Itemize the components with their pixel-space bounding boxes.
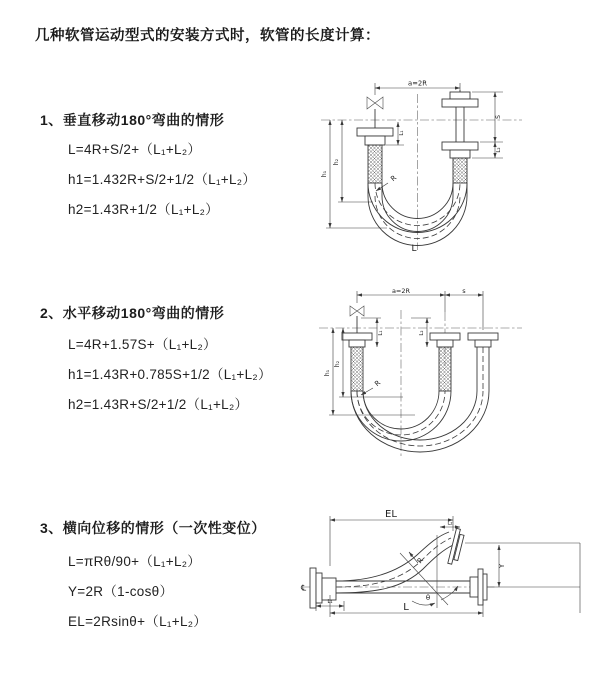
- valve-icon: [367, 97, 383, 128]
- dim-label-a2r: a=2R: [408, 79, 427, 88]
- middle-pipe-fitting: [430, 333, 460, 391]
- dim-label-h2: h₂: [333, 158, 340, 166]
- dim-l2: [440, 521, 460, 528]
- dim-label-el: EL: [385, 509, 397, 520]
- dim-a2r: [357, 287, 445, 312]
- dim-label-r: R: [389, 173, 399, 184]
- centerline-symbol: ℄: [301, 583, 307, 593]
- hose-displaced-position: [336, 532, 453, 593]
- section-3-heading: 3、横向位移的情形（一次性变位）: [40, 520, 266, 536]
- dim-l: [330, 595, 483, 617]
- dim-l2: [411, 318, 431, 347]
- dim-label-l2: L₂: [419, 330, 425, 336]
- angle-construction: [400, 535, 458, 608]
- dim-s: [445, 287, 483, 330]
- dim-label-a2r: a=2R: [391, 286, 411, 295]
- section-2-heading: 2、水平移动180°弯曲的情形: [40, 305, 225, 321]
- dim-label-l1: L₁: [399, 130, 405, 136]
- section-1-heading: 1、垂直移动180°弯曲的情形: [40, 112, 225, 128]
- dim-label-r: R: [415, 556, 426, 566]
- dim-label-r: R: [373, 378, 383, 389]
- dim-label-l1: L₁: [378, 330, 384, 336]
- dim-a2r: [375, 80, 460, 95]
- dim-label-h1: h₁: [321, 170, 328, 178]
- hose-u-bend: [351, 391, 489, 452]
- section-3-formula-L: L=πRθ/90+（L₁+L₂）: [68, 554, 202, 569]
- dim-label-s: S: [495, 115, 502, 119]
- braided-hose-section: [439, 347, 451, 391]
- dim-label-l2: L₂: [447, 520, 453, 527]
- dim-label-h2: h₂: [334, 360, 341, 368]
- section-3-formula-EL: EL=2Rsinθ+（L₁+L₂）: [68, 614, 208, 629]
- dim-label-h1: h₁: [324, 369, 331, 377]
- section-1-formula-L: L=4R+S/2+（L₁+L₂）: [68, 142, 202, 157]
- page-title: 几种软管运动型式的安装方式时，软管的长度计算：: [35, 28, 380, 44]
- diagram-vertical-180-bend: [315, 78, 590, 253]
- right-pipe-fitting: [442, 90, 478, 196]
- braided-hose-section: [351, 347, 363, 391]
- right-pipe-fitting: [468, 333, 498, 391]
- dim-label-y: Y: [498, 563, 506, 569]
- dim-label-s: s: [462, 286, 466, 295]
- section-2-formula-h1: h1=1.43R+0.785S+1/2（L₁+L₂）: [68, 367, 272, 382]
- dim-h1: [324, 328, 415, 415]
- dim-label-l1: L₁: [327, 599, 333, 605]
- dim-l2: [495, 142, 502, 158]
- dim-label-l: L: [411, 244, 417, 254]
- dim-label-l2: L₂: [496, 147, 502, 153]
- section-2-formula-h2: h2=1.43R+S/2+1/2（L₁+L₂）: [68, 397, 249, 412]
- diagram-horizontal-180-bend: [315, 288, 590, 463]
- section-1-formula-h1: h1=1.432R+S/2+1/2（L₁+L₂）: [68, 172, 257, 187]
- section-3-formula-Y: Y=2R（1-cosθ）: [68, 584, 174, 599]
- braided-hose-section: [368, 145, 382, 183]
- diagram-lateral-displacement: [300, 505, 590, 650]
- radius-callout: [361, 379, 382, 395]
- braided-hose-section: [453, 158, 467, 183]
- valve-icon: [350, 306, 364, 333]
- dim-label-l: L: [403, 602, 409, 613]
- left-pipe-fitting: [342, 333, 372, 391]
- angle-label-theta: θ: [425, 594, 431, 602]
- radius-callout: [409, 552, 425, 565]
- section-2-formula-L: L=4R+1.57S+（L₁+L₂）: [68, 337, 217, 352]
- section-1-formula-h2: h2=1.43R+1/2（L₁+L₂）: [68, 202, 219, 217]
- dim-el: [330, 509, 453, 566]
